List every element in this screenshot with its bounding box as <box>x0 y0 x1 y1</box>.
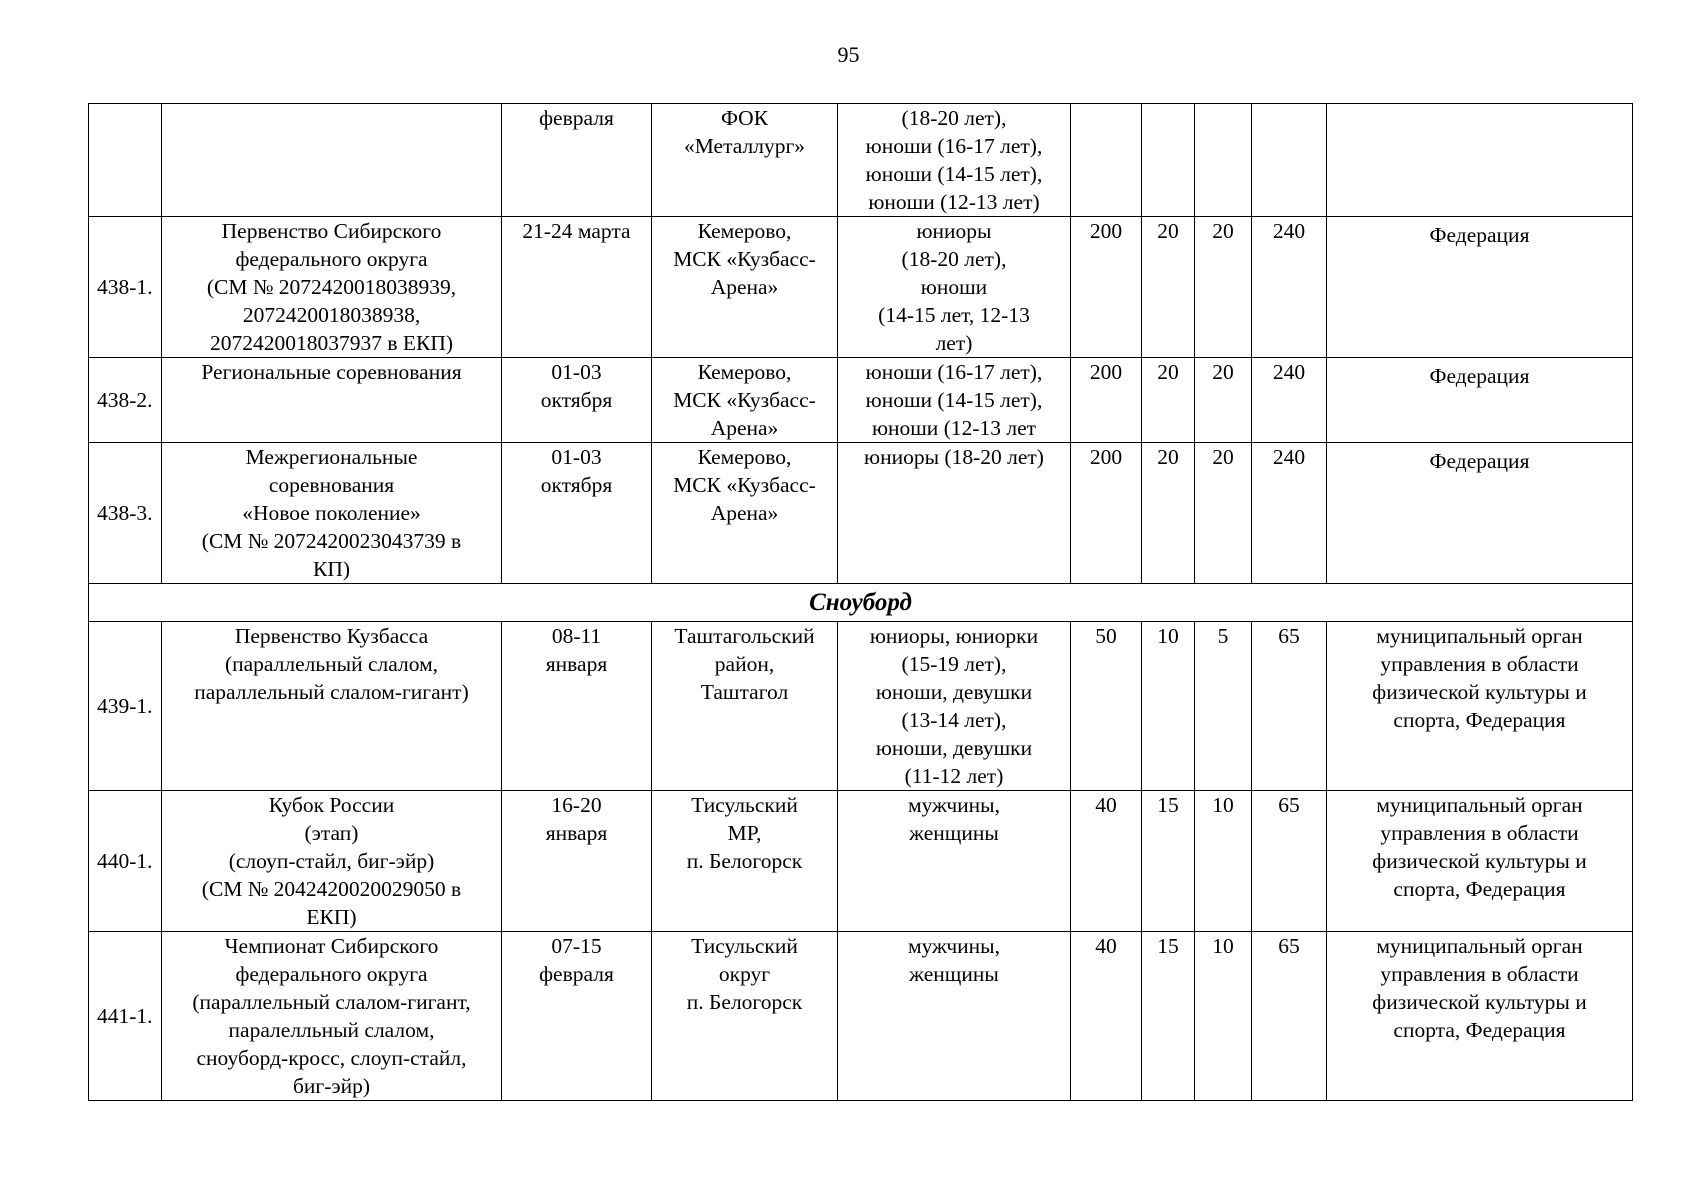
organizer: Федерация <box>1327 358 1633 443</box>
count-cell: 10 <box>1195 791 1252 932</box>
event-venue: Кемерово, МСК «Кузбасс- Арена» <box>652 443 838 584</box>
event-name: Чемпионат Сибирского федерального округа (параллельный слалом-гигант, паралелльный слалом, сноуборд-кросс, слоуп-стайл, биг-эйр) <box>162 932 502 1101</box>
event-dates: 07-15 февраля <box>502 932 652 1101</box>
event-dates: 21-24 марта <box>502 217 652 358</box>
table-row <box>89 622 1633 791</box>
table-row <box>89 104 1633 217</box>
table-row <box>89 358 1633 443</box>
count-cell <box>1195 104 1252 217</box>
count-cell: 10 <box>1142 622 1195 791</box>
count-cell: 200 <box>1071 358 1142 443</box>
event-venue: Таштагольский район, Таштагол <box>652 622 838 791</box>
event-name: Региональные соревнования <box>162 358 502 443</box>
age-groups: мужчины, женщины <box>838 932 1071 1101</box>
event-venue: Кемерово, МСК «Кузбасс- Арена» <box>652 217 838 358</box>
event-venue: Тисульский округ п. Белогорск <box>652 932 838 1101</box>
count-cell: 15 <box>1142 932 1195 1101</box>
count-cell: 240 <box>1252 443 1327 584</box>
count-cell: 65 <box>1252 932 1327 1101</box>
count-cell <box>1252 104 1327 217</box>
events-table <box>88 103 1633 1101</box>
page-number: 95 <box>837 42 860 67</box>
section-row <box>89 584 1633 622</box>
event-venue: Кемерово, МСК «Кузбасс- Арена» <box>652 358 838 443</box>
count-cell: 20 <box>1195 443 1252 584</box>
event-name: Первенство Сибирского федерального округа (СМ № 2072420018038939, 2072420018038938, 2072420018037937 в ЕКП) <box>162 217 502 358</box>
row-number: 438-1. <box>89 217 162 358</box>
count-cell: 65 <box>1252 622 1327 791</box>
event-venue: ФОК «Металлург» <box>652 104 838 217</box>
count-cell <box>1071 104 1142 217</box>
row-number: 439-1. <box>89 622 162 791</box>
count-cell: 20 <box>1195 358 1252 443</box>
event-name: Межрегиональные соревнования «Новое поколение» (СМ № 2072420023043739 в КП) <box>162 443 502 584</box>
count-cell: 200 <box>1071 443 1142 584</box>
age-groups: мужчины, женщины <box>838 791 1071 932</box>
row-number: 438-3. <box>89 443 162 584</box>
table-row <box>89 217 1633 358</box>
count-cell: 20 <box>1195 217 1252 358</box>
count-cell: 20 <box>1142 217 1195 358</box>
event-name: Кубок России (этап) (слоуп-стайл, биг-эйр) (СМ № 2042420020029050 в ЕКП) <box>162 791 502 932</box>
organizer <box>1327 104 1633 217</box>
event-dates: 16-20 января <box>502 791 652 932</box>
count-cell: 10 <box>1195 932 1252 1101</box>
table-row <box>89 932 1633 1101</box>
age-groups: (18-20 лет), юноши (16-17 лет), юноши (14-15 лет), юноши (12-13 лет) <box>838 104 1071 217</box>
count-cell: 5 <box>1195 622 1252 791</box>
event-dates: 08-11 января <box>502 622 652 791</box>
count-cell: 65 <box>1252 791 1327 932</box>
event-name: Первенство Кузбасса (параллельный слалом, параллельный слалом-гигант) <box>162 622 502 791</box>
organizer: муниципальный орган управления в области физической культуры и спорта, Федерация <box>1327 791 1633 932</box>
age-groups: юноши (16-17 лет), юноши (14-15 лет), юноши (12-13 лет <box>838 358 1071 443</box>
row-number: 441-1. <box>89 932 162 1101</box>
event-name <box>162 104 502 217</box>
event-venue: Тисульский МР, п. Белогорск <box>652 791 838 932</box>
row-number: 438-2. <box>89 358 162 443</box>
count-cell: 200 <box>1071 217 1142 358</box>
row-number: 440-1. <box>89 791 162 932</box>
event-dates: февраля <box>502 104 652 217</box>
count-cell: 240 <box>1252 217 1327 358</box>
event-dates: 01-03 октября <box>502 443 652 584</box>
organizer: Федерация <box>1327 217 1633 358</box>
count-cell <box>1142 104 1195 217</box>
organizer: Федерация <box>1327 443 1633 584</box>
age-groups: юниоры (18-20 лет), юноши (14-15 лет, 12-13 лет) <box>838 217 1071 358</box>
count-cell: 20 <box>1142 443 1195 584</box>
age-groups: юниоры, юниорки (15-19 лет), юноши, девушки (13-14 лет), юноши, девушки (11-12 лет) <box>838 622 1071 791</box>
age-groups: юниоры (18-20 лет) <box>838 443 1071 584</box>
organizer: муниципальный орган управления в области физической культуры и спорта, Федерация <box>1327 622 1633 791</box>
count-cell: 240 <box>1252 358 1327 443</box>
count-cell: 50 <box>1071 622 1142 791</box>
count-cell: 40 <box>1071 932 1142 1101</box>
table-row <box>89 443 1633 584</box>
count-cell: 40 <box>1071 791 1142 932</box>
count-cell: 15 <box>1142 791 1195 932</box>
organizer: муниципальный орган управления в области физической культуры и спорта, Федерация <box>1327 932 1633 1101</box>
row-number <box>89 104 162 217</box>
table-row <box>89 791 1633 932</box>
section-title: Сноуборд <box>89 584 1633 622</box>
count-cell: 20 <box>1142 358 1195 443</box>
event-dates: 01-03 октября <box>502 358 652 443</box>
